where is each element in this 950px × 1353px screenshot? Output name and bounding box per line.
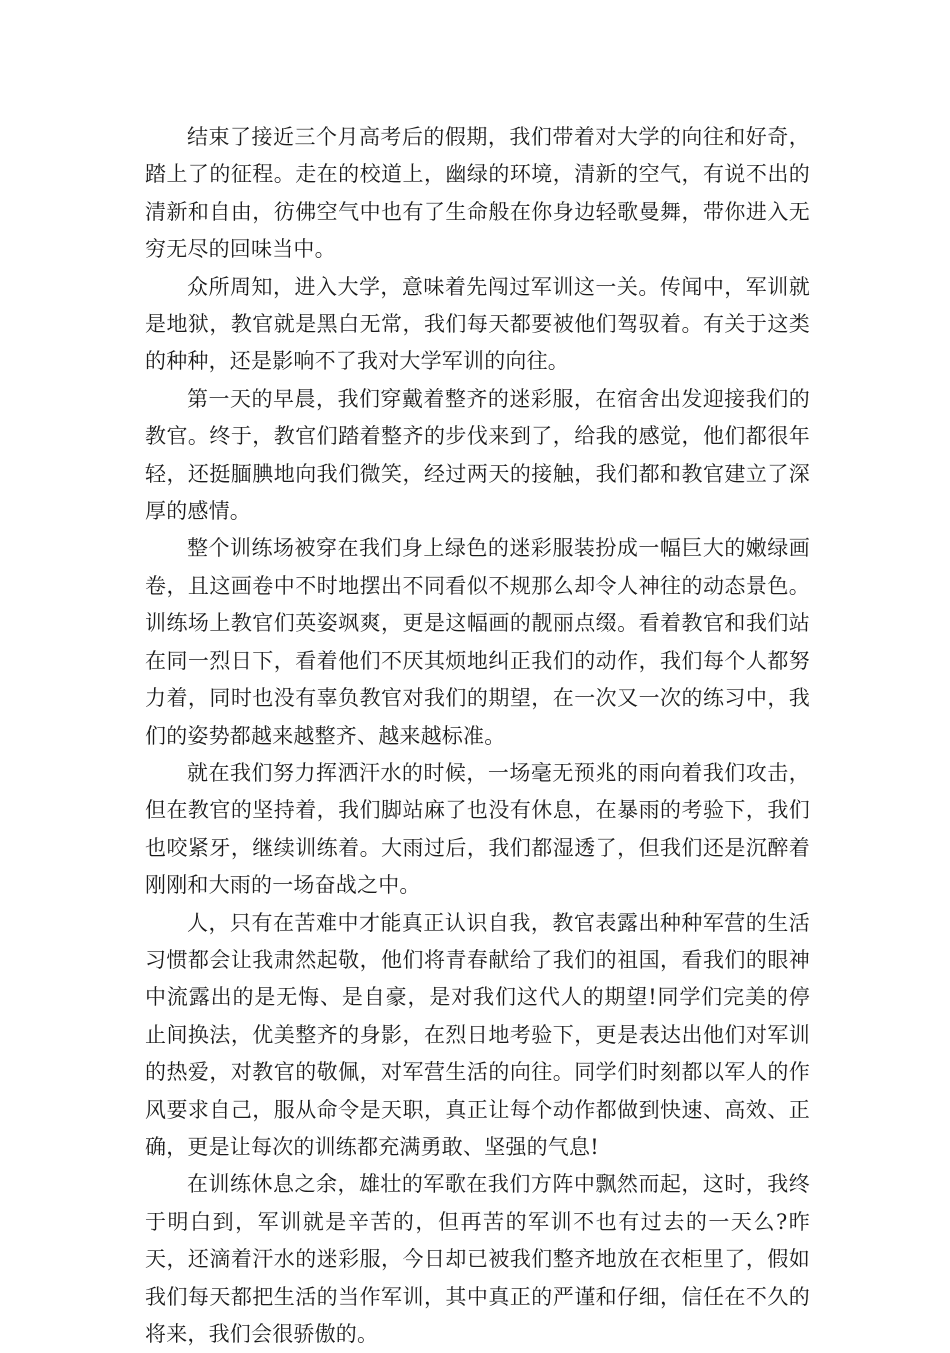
- paragraph-7: 在训练休息之余，雄壮的军歌在我们方阵中飘然而起，这时，我终于明白到，军训就是辛苦的，但再苦的军训不也有过去的一天么?昨天，还滴着汗水的迷彩服，今日却已被我们整齐地放在衣柜里了，假如我们每天都把生活的当作军训，其中真正的严谨和仔细，信任在不久的将来，我们会很骄傲的。: [145, 1172, 810, 1346]
- paragraph-6: 人，只有在苦难中才能真正认识自我，教官表露出种种军营的生活习惯都会让我肃然起敬，他们将青春献给了我们的祖国，看我们的眼神中流露出的是无悔、是自豪，是对我们这代人的期望!同学们完美的停止间换法，优美整齐的身影，在烈日地考验下，更是表达出他们对军训的热爱，对教官的敬佩，对军营生活的向往。同学们时刻都以军人的作风要求自己，服从命令是天职，真正让每个动作都做到快速、高效、正确，更是让每次的训练都充满勇敢、坚强的气息!: [145, 910, 810, 1159]
- paragraph-2: 众所周知，进入大学，意味着先闯过军训这一关。传闻中，军训就是地狱，教官就是黑白无常，我们每天都要被他们驾驭着。有关于这类的种种，还是影响不了我对大学军训的向往。: [145, 274, 810, 374]
- paragraph-1: 结束了接近三个月高考后的假期，我们带着对大学的向往和好奇，踏上了的征程。走在的校道上，幽绿的环境，清新的空气，有说不出的清新和自由，彷佛空气中也有了生命般在你身边轻歌曼舞，带你进入无穷无尽的回味当中。: [145, 125, 810, 262]
- paragraph-3: 第一天的早晨，我们穿戴着整齐的迷彩服，在宿舍出发迎接我们的教官。终于，教官们踏着整齐的步伐来到了，给我的感觉，他们都很年轻，还挺腼腆地向我们微笑，经过两天的接触，我们都和教官建立了深厚的感情。: [145, 386, 810, 524]
- document-body: [145, 119, 810, 1353]
- paragraph-5: 就在我们努力挥洒汗水的时候，一场毫无预兆的雨向着我们攻击，但在教官的坚持着，我们脚站麻了也没有休息，在暴雨的考验下，我们也咬紧牙，继续训练着。大雨过后，我们都湿透了，但我们还是沉醉着刚刚和大雨的一场奋战之中。: [145, 760, 810, 898]
- paragraph-4: 整个训练场被穿在我们身上绿色的迷彩服装扮成一幅巨大的嫩绿画卷，且这画卷中不时地摆出不同看似不规那么却令人神往的动态景色。训练场上教官们英姿飒爽，更是这幅画的靓丽点缀。看着教官和我们站在同一烈日下，看着他们不厌其烦地纠正我们的动作，我们每个人都努力着，同时也没有辜负教官对我们的期望，在一次又一次的练习中，我们的姿势都越来越整齐、越来越标准。: [145, 536, 810, 748]
